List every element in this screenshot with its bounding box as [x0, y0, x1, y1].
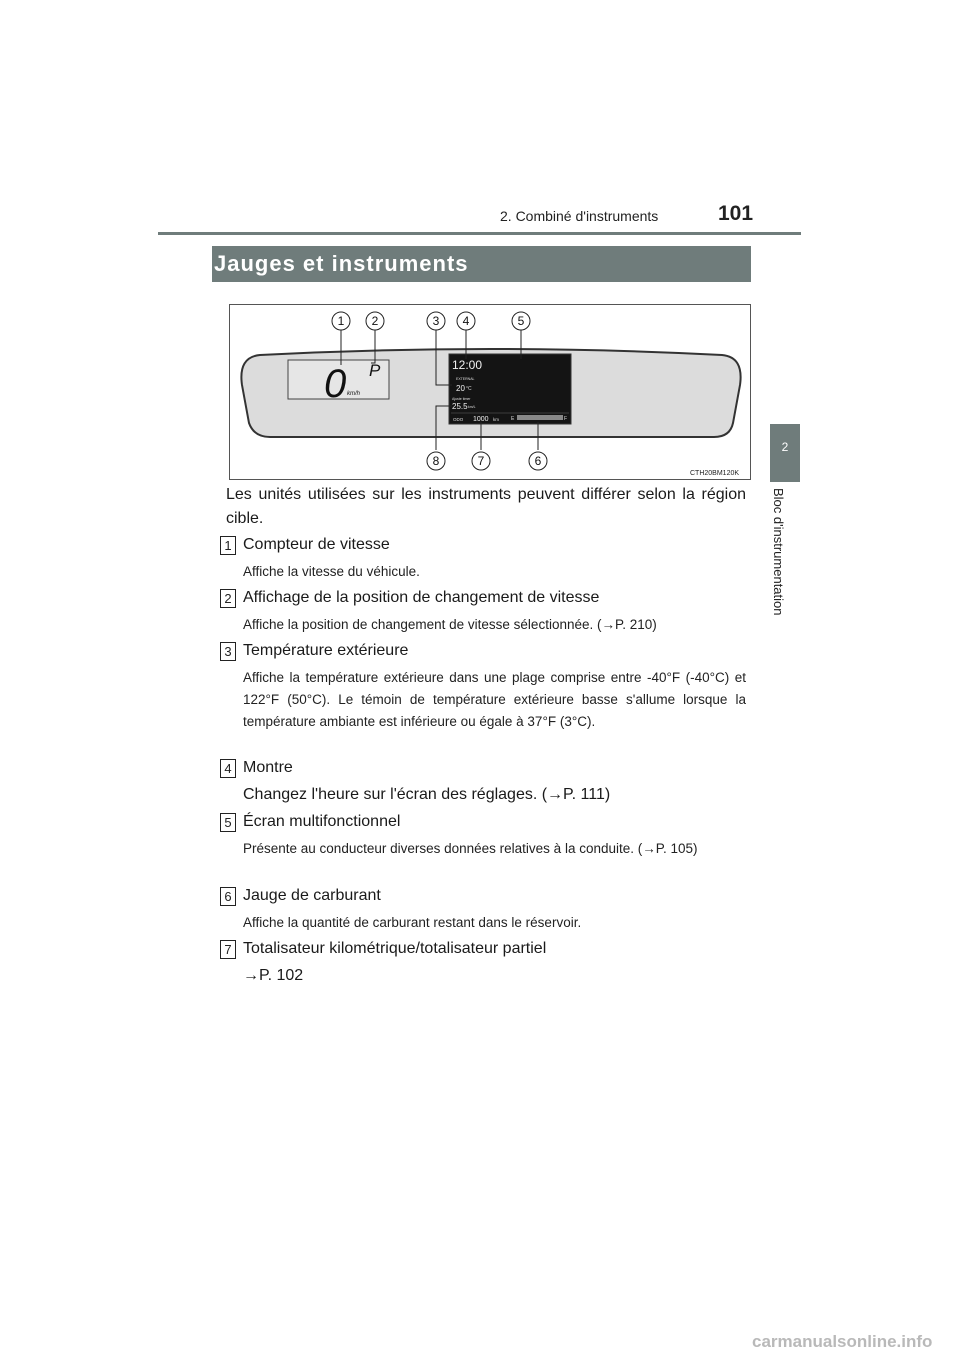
odo-value: 1000: [473, 416, 489, 423]
item-title: Totalisateur kilométrique/totalisateur partiel: [243, 940, 547, 957]
callout-2: [366, 312, 384, 330]
item-title: Jauge de carburant: [243, 887, 381, 904]
callout-5: [512, 312, 530, 330]
callout-8-label: 8: [432, 454, 440, 468]
callout-1-label: 1: [337, 314, 345, 328]
item-description: Affiche la quantité de carburant restant dans le réservoir.: [243, 915, 582, 930]
outside-temp-label: EXTERNAL: [456, 377, 475, 381]
callout-6-label: 6: [534, 454, 542, 468]
fuel-full-label: F: [564, 416, 568, 422]
item-number: 5: [220, 813, 236, 832]
callout-6: [529, 452, 547, 470]
callout-4: [457, 312, 475, 330]
watermark: carmanualsonline.info: [752, 1332, 933, 1351]
item-title: Affichage de la position de changement de vitesse: [243, 589, 600, 606]
item-number: 6: [220, 887, 236, 906]
outside-temp-value: 20: [456, 384, 465, 393]
clock-value: 12:00: [452, 358, 483, 372]
callout-7-label: 7: [477, 454, 485, 468]
item-description: Changez l'heure sur l'écran des réglages. (→P. 111): [243, 786, 611, 803]
item-title: Écran multifonctionnel: [243, 813, 401, 830]
callout-8: [427, 452, 445, 470]
item-title: Compteur de vitesse: [243, 536, 390, 553]
chapter-title: Bloc d'instrumentation: [771, 488, 786, 616]
item-number: 4: [220, 759, 236, 778]
callout-3-label: 3: [432, 314, 440, 328]
callout-5-label: 5: [517, 314, 525, 328]
intro-paragraph: Les unités utilisées sur les instruments peuvent différer selon la région cible.: [226, 486, 746, 527]
fuel-gauge-bar: [517, 415, 563, 420]
item-description: Affiche la température extérieure dans une plage comprise entre -40°F (-40°C) et 122°F (50°C). Le témoin de température extérieure basse s'allume lorsque la température ambiante est inférieure ou égale à 37°F (3°C).: [243, 670, 746, 729]
speed-unit: km/h: [347, 391, 361, 397]
callout-4-label: 4: [462, 314, 470, 328]
chapter-number: 2: [781, 440, 789, 454]
average-value: 25.5: [452, 402, 468, 411]
header-rule: [158, 232, 801, 235]
cluster-illustration: [230, 305, 750, 479]
instrument-cluster-figure: [229, 304, 751, 480]
running-header-section: 2. Combiné d'instruments: [500, 208, 659, 224]
callout-1: [332, 312, 350, 330]
callout-3: [427, 312, 445, 330]
callout-7: [472, 452, 490, 470]
item-description: Présente au conducteur diverses données relatives à la conduite. (→P. 105): [243, 841, 698, 856]
temp-unit: °C: [466, 386, 472, 392]
speed-value: 0: [324, 362, 347, 406]
odo-unit: km: [493, 417, 499, 422]
item-description: Affiche la vitesse du véhicule.: [243, 564, 420, 579]
page-number: 101: [718, 202, 754, 225]
odo-label: ODO: [453, 417, 464, 422]
item-number: 1: [220, 536, 236, 555]
figure-code: CTH20BM120K: [690, 470, 740, 477]
fuel-empty-label: E: [511, 416, 515, 422]
gear-position: P: [369, 361, 381, 380]
item-number: 7: [220, 940, 236, 959]
item-title: Montre: [243, 759, 293, 776]
average-unit: km/L: [468, 405, 476, 409]
item-number: 2: [220, 589, 236, 608]
item-description: Affiche la position de changement de vitesse sélectionnée. (→P. 210): [243, 617, 657, 632]
item-description: →P. 102: [243, 967, 304, 984]
item-number: 3: [220, 642, 236, 661]
callout-2-label: 2: [371, 314, 379, 328]
item-title: Température extérieure: [243, 642, 409, 659]
average-label: Ajuste timer: [452, 397, 471, 401]
section-title: Jauges et instruments: [214, 251, 469, 276]
